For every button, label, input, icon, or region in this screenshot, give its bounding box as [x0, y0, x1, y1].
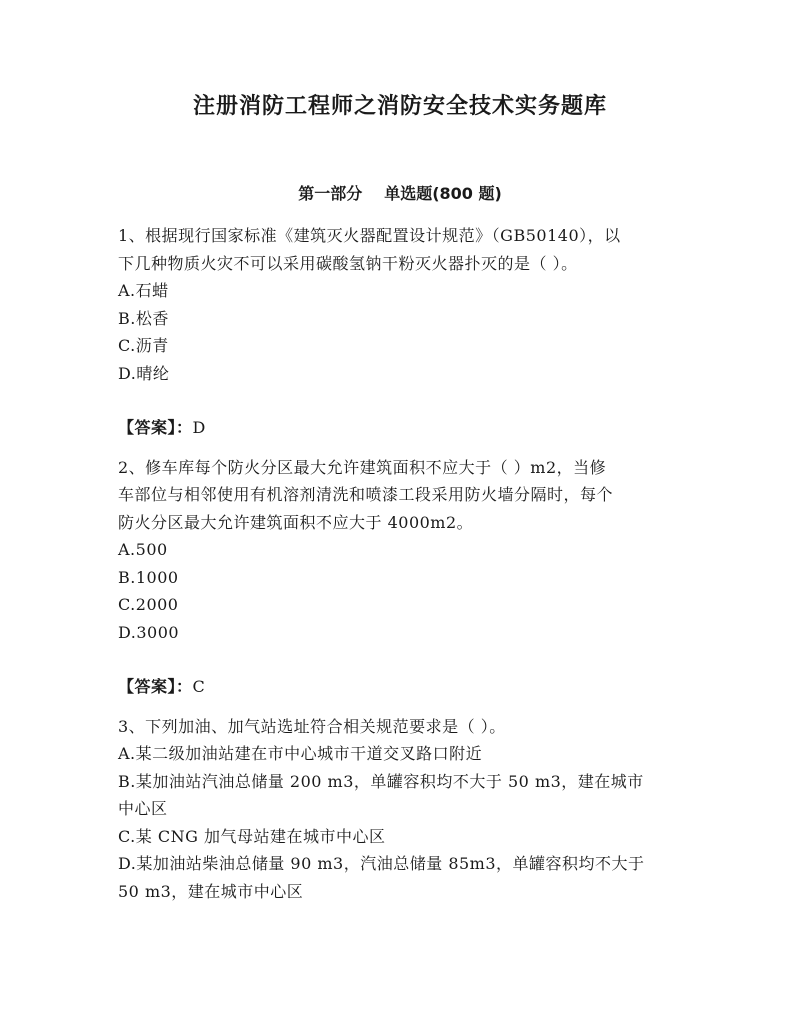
question-2-option-d: D.3000	[118, 622, 180, 642]
answer-label: 【答案】：	[118, 418, 193, 437]
answer-value: D	[192, 418, 206, 437]
section-subheading: 单选题(800 题)	[384, 184, 502, 203]
question-2-option-a: A.500	[118, 540, 168, 559]
question-1-option-a: A.石蜡	[118, 281, 169, 300]
question-2-stem-line: 防火分区最大允许建筑面积不应大于 4000m2。	[118, 512, 474, 532]
question-3	[118, 713, 673, 906]
question-1-option-d: D.晴纶	[118, 363, 170, 383]
question-1-option-b: B.松香	[118, 308, 169, 328]
question-1-stem-line: 下几种物质火灾不可以采用碳酸氢钠干粉灭火器扑灭的是（ ）。	[118, 253, 578, 273]
document-title: 注册消防工程师之消防安全技术实务题库	[192, 94, 607, 119]
question-3-option-d: D.某加油站柴油总储量 90 m3，汽油总储量 85m3，单罐容积均不大于	[118, 854, 645, 873]
question-2-option-c: C.2000	[118, 595, 179, 614]
answer-label: 【答案】：	[118, 677, 193, 696]
question-1	[118, 222, 673, 442]
section-heading: 第一部分	[298, 184, 363, 203]
question-3-option-d-cont: 50 m3，建在城市中心区	[118, 881, 304, 901]
question-2-stem-line: 车部位与相邻使用有机溶剂清洗和喷漆工段采用防火墙分隔时，每个	[118, 485, 614, 504]
question-1-stem-line: 1、根据现行国家标准《建筑灭火器配置设计规范》（GB50140），以	[118, 226, 621, 245]
question-3-stem-line: 3、下列加油、加气站选址符合相关规范要求是（ ）。	[118, 716, 506, 736]
question-2	[118, 454, 673, 701]
section-title	[0, 182, 800, 206]
question-1-answer	[118, 414, 673, 442]
question-3-option-c: C.某 CNG 加气母站建在城市中心区	[118, 826, 386, 846]
question-3-option-b: B.某加油站汽油总储量 200 m3，单罐容积均不大于 50 m3，建在城市	[118, 771, 644, 791]
question-1-option-c: C.沥青	[118, 336, 169, 355]
answer-value: C	[192, 677, 206, 696]
question-3-option-a: A.某二级加油站建在市中心城市干道交叉路口附近	[118, 744, 483, 763]
question-3-option-b-cont: 中心区	[118, 799, 168, 818]
question-list	[118, 222, 673, 905]
question-2-option-b: B.1000	[118, 567, 179, 587]
question-2-answer	[118, 673, 673, 701]
question-2-stem-line: 2、修车库每个防火分区最大允许建筑面积不应大于（ ）m2，当修	[118, 457, 607, 477]
